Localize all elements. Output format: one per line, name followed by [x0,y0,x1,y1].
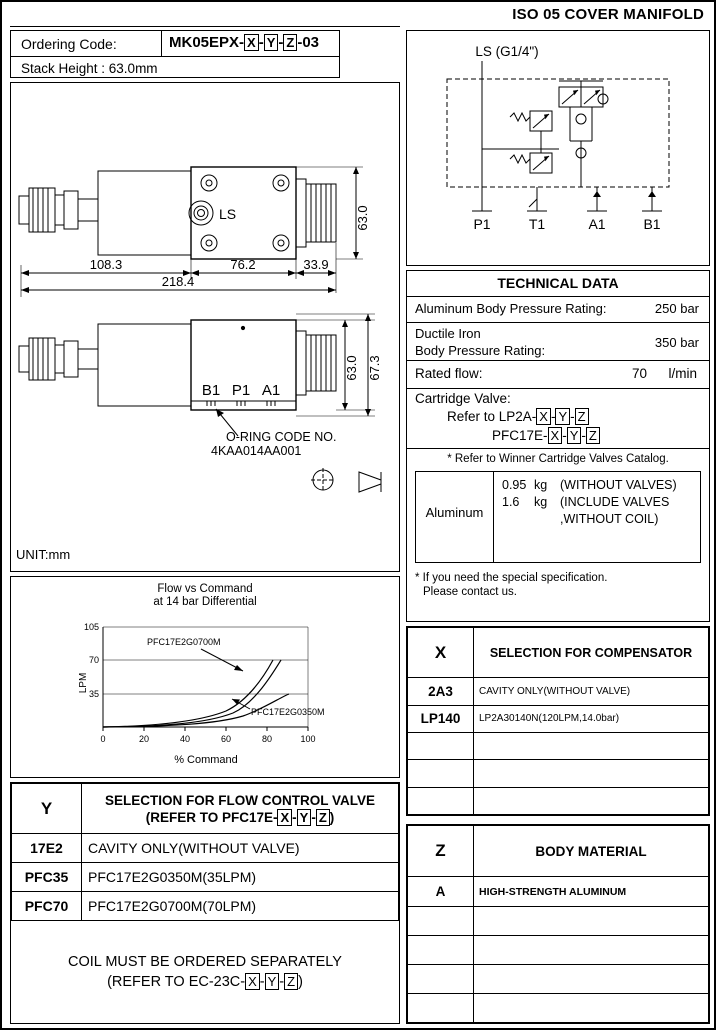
ordering-dash-1: - [258,34,264,51]
table-row [408,964,709,993]
xtick-0: 0 [100,734,106,744]
special-note-line2: Please contact us. [423,586,517,598]
cartridge-y: Y [555,408,570,425]
x-row-0-code: 2A3 [408,678,474,705]
x-col2-header: SELECTION FOR COMPENSATOR [474,628,709,678]
ytick-70: 70 [88,655,99,665]
weight-rows [502,477,677,528]
xtick-100: 100 [300,734,316,744]
z-row-4-desc [474,993,709,1022]
manifold-drawing [11,83,397,569]
technical-row-2-label: Rated flow: [415,366,483,381]
x-row-1-code: LP140 [408,705,474,732]
y-header-pre: (REFER TO PFC17E- [145,809,278,825]
technical-row-1 [407,323,709,361]
y-header-y: Y [297,809,312,826]
z-row-4-code [408,993,474,1022]
z-row-0-desc: HIGH-STRENGTH ALUMINUM [474,877,709,906]
y-footer-z: Z [284,973,298,990]
y-header-z: Z [316,809,330,826]
unit-label: UNIT:mm [16,547,71,562]
cartridge-x: X [536,408,551,425]
x-row-1-desc: LP2A30140N(120LPM,14.0bar) [474,705,709,732]
ordering-code-label: Ordering Code: [21,36,117,52]
table-row [408,678,709,705]
z-table-grid [407,825,709,1023]
dim-108-3: 108.3 [89,257,123,272]
ordering-code-y: Y [264,34,279,51]
weight-row-2 [502,511,677,528]
cartridge2-x: X [548,427,563,444]
technical-row-2 [407,361,709,389]
z-row-3-desc [474,964,709,993]
table-row [408,787,709,814]
z-col2-header: BODY MATERIAL [474,826,709,877]
cartridge2-y: Y [567,427,582,444]
cartridge-title: Cartridge Valve: [415,391,511,406]
technical-row-2-unit: l/min [668,366,697,381]
ordering-divider [161,31,162,57]
y-footer-y: Y [265,973,280,990]
ytick-35: 35 [88,689,99,699]
page-title: ISO 05 COVER MANIFOLD [512,6,704,23]
y-header-post: ) [329,809,335,825]
chart-subtitle: at 14 bar Differential [153,596,257,608]
cartridge2-z: Z [586,427,600,444]
port-label-a1: A1 [261,382,281,399]
weight-material-label: Aluminum [425,505,484,520]
hydraulic-schematic-box [406,30,710,266]
z-selection-table [406,824,710,1024]
table-row [408,732,709,759]
z-row-1-code [408,906,474,935]
port-label-b1: B1 [201,382,221,399]
table-row [12,863,399,892]
schematic-port-a1: A1 [588,216,606,232]
y-selection-table [10,782,400,1024]
stack-height-label: Stack Height : 63.0mm [21,61,158,76]
technical-row-0-label: Aluminum Body Pressure Rating: [415,301,607,316]
ordering-code-suffix: -03 [297,34,320,51]
chart-ylabel: LPM [78,672,89,694]
z-row-1-desc [474,906,709,935]
technical-row-1-label: Ductile Iron [415,326,481,341]
technical-row-0 [407,297,709,323]
xtick-20: 20 [138,734,150,744]
y-footer-x: X [245,973,260,990]
weight-material-cell [416,472,494,562]
cartridge-refer-text: Refer to LP2A- [447,409,537,424]
special-note-line1: * If you need the special specification. [415,572,608,584]
x-row-3-desc [474,760,709,787]
table-row [408,935,709,964]
schematic-port-b1: B1 [643,216,661,232]
ls-port-label: LS [219,206,237,222]
xtick-60: 60 [220,734,232,744]
chart-xlabel: % Command [174,754,238,766]
technical-row-0-value: 250 bar [654,301,699,316]
chart-title: Flow vs Command [157,583,253,595]
x-row-2-code [408,732,474,759]
y-row-0-code: 17E2 [12,834,82,863]
ordering-code-x: X [244,34,259,51]
x-col-header: X [408,628,474,678]
z-row-2-code [408,935,474,964]
chart-annotation-1: PFC17E2G0700M [147,637,221,647]
weight-row-0-value: 0.95 [502,478,527,492]
hydraulic-schematic [407,31,707,263]
weight-row-0 [502,477,677,494]
x-row-3-code [408,760,474,787]
table-row [408,760,709,787]
y-table-header-row [12,784,399,834]
x-row-4-desc [474,787,709,814]
table-row [408,877,709,906]
special-note [415,571,607,599]
technical-data-box [406,270,710,622]
port-label-p1: P1 [231,382,251,399]
table-row [408,705,709,732]
y-col2-header [82,784,399,834]
xtick-40: 40 [179,734,191,744]
y-row-0-desc: CAVITY ONLY(WITHOUT VALVE) [82,834,399,863]
ordering-dash-2: - [278,34,284,51]
weight-row-1 [502,494,677,511]
y-col2-header-line2: (REFER TO PFC17E- X - Y - Z ) [145,809,335,825]
weight-row-1-unit: kg [534,495,548,509]
weight-row-1-value: 1.6 [502,495,520,509]
chart-annotation-2: PFC17E2G0350M [251,707,325,717]
chart-title-block [11,583,399,609]
z-row-0-code: A [408,877,474,906]
technical-row-1-value: 350 bar [654,335,699,350]
technical-row-1-label2: Body Pressure Rating: [415,343,546,358]
x-row-2-desc [474,732,709,759]
schematic-port-t1: T1 [528,216,546,232]
dimensional-drawing-box [10,82,400,572]
oring-note-line1: O-RING CODE NO. [226,430,337,444]
y-row-1-desc: PFC17E2G0350M(35LPM) [82,863,399,892]
cartridge-refer-line: Refer to LP2A- X - Y - Z [447,408,589,425]
table-row [12,834,399,863]
dim-67-3: 67.3 [367,355,382,381]
y-row-2-code: PFC70 [12,892,82,921]
table-row [12,892,399,921]
catalog-note-row [407,449,709,471]
y-footer-line1: COIL MUST BE ORDERED SEPARATELY [68,954,342,970]
ordering-code-value [169,34,319,51]
technical-cartridge-row [407,389,709,449]
table-row [408,993,709,1022]
z-col-header: Z [408,826,474,877]
technical-row-2-value: 70 [631,366,647,381]
ls-schematic-label: LS (G1/4") [475,44,539,59]
schematic-port-p1: P1 [473,216,491,232]
y-table-footer-row [12,921,399,1024]
xtick-80: 80 [261,734,273,744]
y-col2-header-line1: SELECTION FOR FLOW CONTROL VALVE [105,792,375,808]
x-row-0-desc: CAVITY ONLY(WITHOUT VALVE) [474,678,709,705]
ytick-105: 105 [83,622,99,632]
weight-row-1-note: (INCLUDE VALVES [560,495,670,509]
weight-table [415,471,701,563]
dim-33-9: 33.9 [303,257,329,272]
y-table-grid [11,783,399,1023]
ordering-code-z: Z [283,34,297,51]
y-col-header: Y [12,784,82,834]
y-table-footer [12,921,399,1024]
flow-vs-command-chart [10,576,400,778]
dim-76-2: 76.2 [230,257,256,272]
dim-218-4: 218.4 [161,274,195,289]
chart-plot [11,611,397,776]
z-row-2-desc [474,935,709,964]
z-row-3-code [408,964,474,993]
y-footer-post: ) [298,974,303,990]
weight-row-2-note: ,WITHOUT COIL) [560,512,659,526]
cartridge-second-line: PFC17E- X - Y - Z [492,427,600,444]
y-footer-line2: (REFER TO EC-23C- X - Y - Z ) [107,974,303,990]
x-row-4-code [408,787,474,814]
technical-heading: TECHNICAL DATA [497,275,619,291]
oring-note-line2: 4KAA014AA001 [211,444,302,458]
cartridge-second-text: PFC17E- [492,428,548,443]
z-table-header-row [408,826,709,877]
dim-63-0-top: 63.0 [355,205,370,231]
cartridge-z: Z [575,408,589,425]
technical-heading-row [407,271,709,297]
ordering-code-prefix: MK05EPX- [169,34,245,51]
dim-63-0-bottom: 63.0 [344,355,359,381]
weight-row-0-note: (WITHOUT VALVES) [560,478,677,492]
ordering-code-box [10,30,340,78]
header-divider [10,26,400,27]
y-header-x: X [277,809,292,826]
y-footer-pre: (REFER TO EC-23C- [107,974,246,990]
x-selection-table [406,626,710,816]
x-table-grid [407,627,709,815]
catalog-note: * Refer to Winner Cartridge Valves Catalog. [447,453,669,465]
weight-row-0-unit: kg [534,478,548,492]
table-row [408,906,709,935]
y-row-2-desc: PFC17E2G0700M(70LPM) [82,892,399,921]
y-row-1-code: PFC35 [12,863,82,892]
x-table-header-row [408,628,709,678]
